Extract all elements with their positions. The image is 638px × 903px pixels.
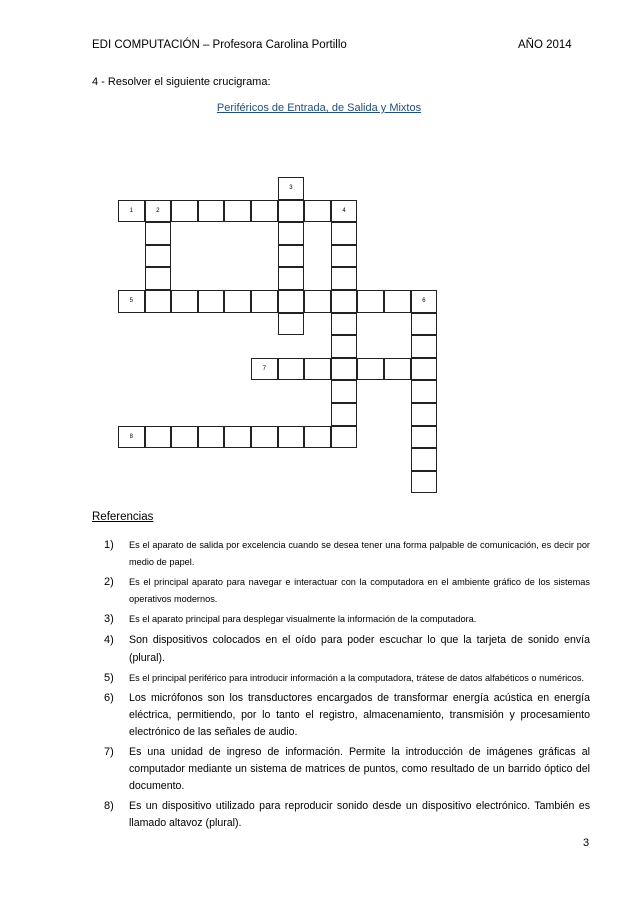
crossword-cell[interactable] (278, 177, 305, 200)
puzzle-title: Periféricos de Entrada, de Salida y Mixtos (216, 102, 422, 114)
crossword-cell[interactable] (331, 200, 358, 223)
references-list (104, 537, 590, 835)
crossword-cell[interactable] (198, 290, 225, 313)
instruction: 4 - Resolver el siguiente crucigrama: (92, 76, 271, 88)
crossword-cell[interactable] (411, 358, 438, 381)
reference-number: 5) (104, 672, 114, 684)
crossword-cell[interactable] (411, 313, 438, 336)
crossword-cell[interactable] (251, 200, 278, 223)
crossword-clue-number: 7 (262, 365, 266, 372)
crossword-cell[interactable] (171, 200, 198, 223)
reference-number: 2) (104, 576, 114, 588)
crossword-cell[interactable] (145, 426, 172, 449)
crossword-cell[interactable] (331, 245, 358, 268)
crossword-cell[interactable] (224, 426, 251, 449)
crossword-cell[interactable] (304, 200, 331, 223)
reference-text: Es un dispositivo utilizado para reproducir sonido desde un dispositivo electrónico. También es llamado altavoz (plural). (129, 800, 590, 829)
crossword-clue-number: 4 (342, 207, 346, 214)
crossword-cell[interactable] (411, 448, 438, 471)
crossword-clue-number: 8 (129, 433, 133, 440)
reference-text: Los micrófonos son los transductores encargados de transformar energía acústica en energía eléctrica, permitiendo, por lo tanto el registro, almacenamiento, transmisión y procesamiento electrónico de las señales de audio. (129, 692, 590, 738)
crossword-cell[interactable] (171, 290, 198, 313)
crossword-cell[interactable] (145, 245, 172, 268)
reference-text: Es el principal aparato para navegar e interactuar con la computadora en el ambiente gráfico de los sistemas operativos modernos. (129, 577, 590, 604)
crossword-cell[interactable] (331, 267, 358, 290)
crossword-clue-number: 1 (129, 207, 133, 214)
reference-number: 8) (104, 800, 114, 812)
reference-text: Es una unidad de ingreso de información. Permite la introducción de imágenes gráficas al computador mediante un sistema de matrices de puntos, como resultado de un barrido óptico del documento. (129, 746, 590, 792)
crossword-cell[interactable] (357, 290, 384, 313)
crossword-cell[interactable] (251, 426, 278, 449)
reference-number: 7) (104, 746, 114, 758)
crossword-cell[interactable] (251, 290, 278, 313)
crossword-cell[interactable] (278, 426, 305, 449)
reference-number: 1) (104, 539, 114, 551)
crossword-cell[interactable] (198, 200, 225, 223)
crossword-cell[interactable] (278, 200, 305, 223)
crossword-cell[interactable] (411, 290, 438, 313)
crossword-cell[interactable] (411, 471, 438, 494)
crossword-cell[interactable] (224, 290, 251, 313)
crossword-cell[interactable] (357, 358, 384, 381)
reference-item (104, 537, 590, 571)
crossword-cell[interactable] (145, 290, 172, 313)
crossword-clue-number: 6 (422, 298, 426, 304)
reference-text: Es el aparato de salida por excelencia cuando se desea tener una forma palpable de comunicación, es decir por medio de papel. (129, 540, 590, 567)
crossword-cell[interactable] (118, 290, 145, 313)
crossword-cell[interactable] (331, 358, 358, 381)
references-title: Referencias (92, 511, 154, 523)
crossword-cell[interactable] (118, 426, 145, 449)
reference-item (104, 631, 590, 667)
crossword-cell[interactable] (411, 403, 438, 426)
reference-number: 3) (104, 613, 114, 625)
reference-item (104, 574, 590, 608)
reference-item (104, 611, 590, 628)
crossword-cell[interactable] (304, 426, 331, 449)
crossword-cell[interactable] (304, 358, 331, 381)
page-number: 3 (583, 837, 590, 849)
crossword-cell[interactable] (278, 267, 305, 290)
crossword-cell[interactable] (198, 426, 225, 449)
crossword-clue-number: 3 (289, 185, 293, 191)
crossword-cell[interactable] (411, 335, 438, 358)
reference-item (104, 670, 590, 687)
crossword-cell[interactable] (384, 290, 411, 313)
crossword-cell[interactable] (411, 380, 438, 403)
crossword-cell[interactable] (331, 403, 358, 426)
header-left: EDI COMPUTACIÓN – Profesora Carolina Portillo (92, 39, 347, 51)
crossword-cell[interactable] (278, 358, 305, 381)
crossword-cell[interactable] (331, 335, 358, 358)
reference-number: 6) (104, 692, 114, 704)
crossword-cell[interactable] (384, 358, 411, 381)
crossword-cell[interactable] (278, 222, 305, 245)
reference-text: Es el principal periférico para introducir información a la computadora, trátese de datos alfabéticos o numéricos. (129, 673, 585, 683)
reference-text: Es el aparato principal para desplegar visualmente la información de la computadora. (129, 614, 477, 624)
reference-text: Son dispositivos colocados en el oído para poder escuchar lo que la tarjeta de sonido envía (plural). (129, 634, 590, 664)
crossword-cell[interactable] (331, 426, 358, 449)
crossword-cell[interactable] (411, 426, 438, 449)
crossword-cell[interactable] (251, 358, 278, 381)
crossword-cell[interactable] (278, 290, 305, 313)
crossword-cell[interactable] (224, 200, 251, 223)
crossword-cell[interactable] (118, 200, 145, 223)
crossword-cell[interactable] (278, 313, 305, 336)
crossword-cell[interactable] (331, 380, 358, 403)
reference-item (104, 744, 590, 795)
crossword-cell[interactable] (145, 267, 172, 290)
crossword-cell[interactable] (304, 290, 331, 313)
crossword-cell[interactable] (278, 245, 305, 268)
crossword-cell[interactable] (145, 200, 172, 223)
reference-number: 4) (104, 634, 114, 646)
header-right: AÑO 2014 (518, 39, 572, 51)
reference-item (104, 798, 590, 832)
crossword-cell[interactable] (171, 426, 198, 449)
crossword-cell[interactable] (331, 313, 358, 336)
crossword-cell[interactable] (331, 290, 358, 313)
crossword-cell[interactable] (145, 222, 172, 245)
crossword-cell[interactable] (331, 222, 358, 245)
reference-item (104, 690, 590, 741)
crossword-clue-number: 5 (129, 298, 133, 304)
crossword-clue-number: 2 (156, 207, 160, 214)
